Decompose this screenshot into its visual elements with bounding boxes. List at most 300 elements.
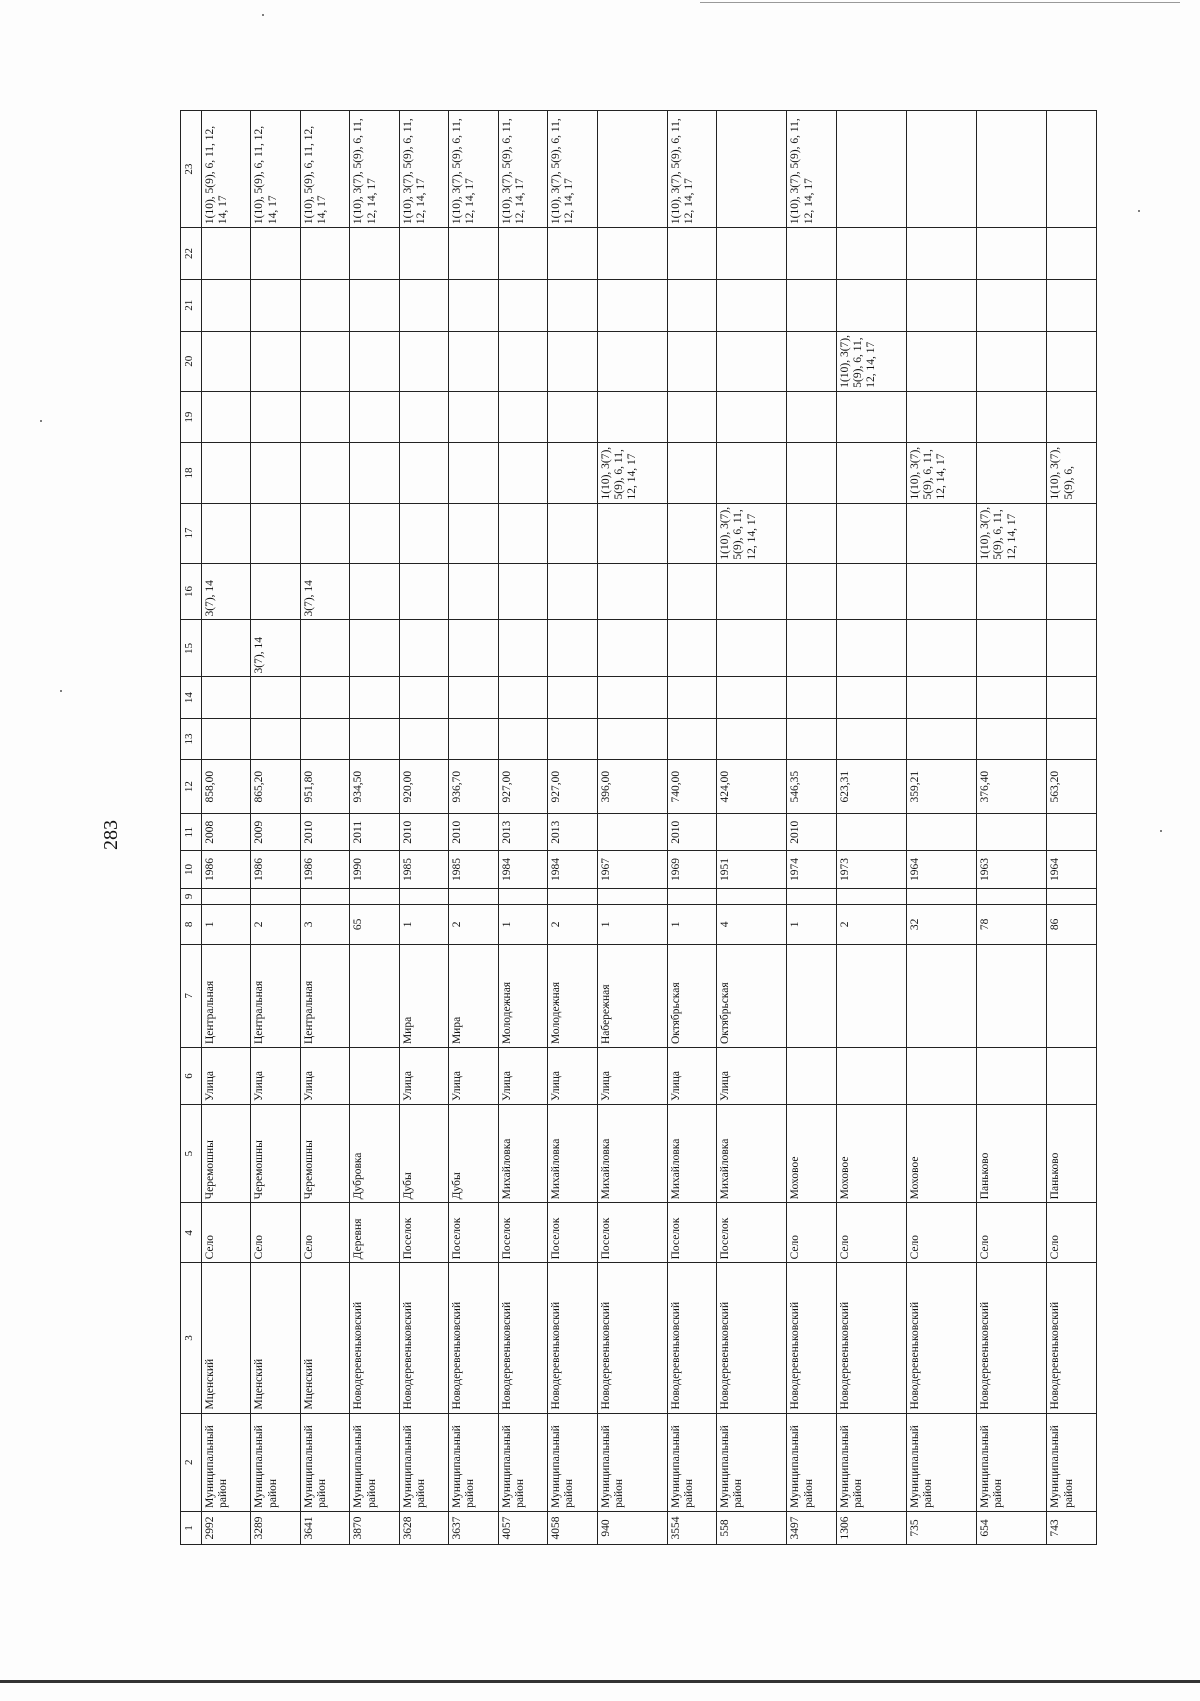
table-row xyxy=(667,111,716,1545)
scan-speck xyxy=(40,420,42,422)
table-cell: 1(10), 3(7), 5(9), 6, 11, 12, 14, 17 xyxy=(350,111,399,228)
table-cell xyxy=(1047,677,1097,718)
table-cell: 376,40 xyxy=(977,760,1047,814)
table-cell: 1(10), 3(7), 5(9), 6, 11, 12, 14, 17 xyxy=(548,111,597,228)
table-cell xyxy=(350,563,399,620)
table-cell xyxy=(350,888,399,905)
table-cell: Черемошны xyxy=(300,1104,349,1202)
table-cell xyxy=(597,331,667,391)
table-cell xyxy=(202,391,251,443)
table-cell: 735 xyxy=(907,1511,977,1544)
table-cell xyxy=(1047,944,1097,1048)
column-header: 22 xyxy=(181,228,202,280)
table-cell xyxy=(977,228,1047,280)
table-cell: Муниципальный район xyxy=(597,1413,667,1511)
table-cell xyxy=(667,718,716,759)
table-cell xyxy=(597,279,667,331)
table-cell xyxy=(300,279,349,331)
table-cell: Муниципальный район xyxy=(300,1413,349,1511)
table-cell xyxy=(350,228,399,280)
table-cell xyxy=(350,503,399,563)
table-cell: 1973 xyxy=(836,851,906,888)
table-cell: Поселок xyxy=(399,1203,448,1263)
table-cell xyxy=(717,443,787,503)
table-cell xyxy=(667,279,716,331)
table-cell xyxy=(548,620,597,677)
table-cell xyxy=(498,888,547,905)
table-cell: 359,21 xyxy=(907,760,977,814)
table-cell: 1(10), 5(9), 6, 11, 12, 14, 17 xyxy=(300,111,349,228)
table-cell: Муниципальный район xyxy=(548,1413,597,1511)
table-cell: Новодеревеньковский xyxy=(667,1263,716,1413)
table-cell xyxy=(350,620,399,677)
table-cell xyxy=(449,331,498,391)
table-cell: 3289 xyxy=(251,1511,300,1544)
table-cell xyxy=(787,503,836,563)
table-cell xyxy=(787,888,836,905)
table-cell: Поселок xyxy=(498,1203,547,1263)
table-cell xyxy=(300,503,349,563)
table-cell xyxy=(202,279,251,331)
table-cell xyxy=(907,228,977,280)
table-cell: 2010 xyxy=(300,814,349,851)
table-cell xyxy=(717,331,787,391)
table-cell: 1 xyxy=(202,905,251,944)
table-cell xyxy=(597,111,667,228)
table-cell: 78 xyxy=(977,905,1047,944)
data-table xyxy=(180,110,1097,1545)
table-cell xyxy=(1047,1048,1097,1105)
table-cell: 1974 xyxy=(787,851,836,888)
table-cell: Октябрьская xyxy=(717,944,787,1048)
table-cell: Село xyxy=(202,1203,251,1263)
column-header: 17 xyxy=(181,503,202,563)
table-cell: 654 xyxy=(977,1511,1047,1544)
table-cell: 920,00 xyxy=(399,760,448,814)
scan-speck xyxy=(1138,210,1140,212)
table-cell: Центральная xyxy=(300,944,349,1048)
table-cell xyxy=(787,677,836,718)
table-row xyxy=(597,111,667,1545)
column-header: 21 xyxy=(181,279,202,331)
table-cell: 558 xyxy=(717,1511,787,1544)
table-cell: Новодеревеньковский xyxy=(836,1263,906,1413)
table-cell xyxy=(597,814,667,851)
table-cell xyxy=(667,443,716,503)
table-cell xyxy=(498,391,547,443)
table-cell xyxy=(300,718,349,759)
table-cell xyxy=(300,888,349,905)
table-cell: Улица xyxy=(449,1048,498,1105)
table-cell: 1(10), 3(7), 5(9), 6, 11, 12, 14, 17 xyxy=(977,503,1047,563)
table-cell xyxy=(251,718,300,759)
table-cell xyxy=(667,620,716,677)
table-cell: 2010 xyxy=(667,814,716,851)
table-cell: 1(10), 3(7), 5(9), 6, 11, 12, 14, 17 xyxy=(717,503,787,563)
table-cell: 934,50 xyxy=(350,760,399,814)
table-cell: Новодеревеньковский xyxy=(597,1263,667,1413)
table-cell xyxy=(977,331,1047,391)
table-cell: Михайловка xyxy=(548,1104,597,1202)
table-cell xyxy=(667,331,716,391)
table-cell: Моховое xyxy=(787,1104,836,1202)
table-cell xyxy=(907,503,977,563)
table-cell: 3637 xyxy=(449,1511,498,1544)
table-cell xyxy=(907,331,977,391)
table-cell xyxy=(548,391,597,443)
table-cell xyxy=(597,677,667,718)
table-cell: Муниципальный район xyxy=(907,1413,977,1511)
table-cell xyxy=(498,563,547,620)
table-row xyxy=(787,111,836,1545)
table-cell xyxy=(836,111,906,228)
table-cell xyxy=(202,503,251,563)
table-cell xyxy=(597,888,667,905)
table-cell xyxy=(300,228,349,280)
column-header: 8 xyxy=(181,905,202,944)
table-cell: Дубровка xyxy=(350,1104,399,1202)
table-cell: 1(10), 3(7), 5(9), 6, 11, 12, 14, 17 xyxy=(667,111,716,228)
table-cell xyxy=(977,718,1047,759)
table-cell: 2010 xyxy=(399,814,448,851)
table-cell: Дубы xyxy=(449,1104,498,1202)
column-header: 6 xyxy=(181,1048,202,1105)
table-cell xyxy=(977,814,1047,851)
table-cell: 3497 xyxy=(787,1511,836,1544)
table-cell xyxy=(787,443,836,503)
table-cell xyxy=(399,503,448,563)
table-cell: Михайловка xyxy=(667,1104,716,1202)
table-cell xyxy=(399,279,448,331)
table-cell xyxy=(787,620,836,677)
table-cell xyxy=(350,1048,399,1105)
table-cell xyxy=(977,391,1047,443)
table-cell xyxy=(251,888,300,905)
table-cell: 1(10), 3(7), 5(9), 6, 11, 12, 14, 17 xyxy=(498,111,547,228)
table-cell: Улица xyxy=(548,1048,597,1105)
table-cell xyxy=(1047,718,1097,759)
table-cell: Центральная xyxy=(251,944,300,1048)
table-row xyxy=(498,111,547,1545)
table-cell: Улица xyxy=(597,1048,667,1105)
scan-speck xyxy=(262,14,264,16)
table-cell: Новодеревеньковский xyxy=(717,1263,787,1413)
table-cell xyxy=(449,563,498,620)
table-cell xyxy=(667,503,716,563)
table-cell xyxy=(300,677,349,718)
table-cell xyxy=(597,391,667,443)
table-cell xyxy=(1047,814,1097,851)
table-cell: Октябрьская xyxy=(667,944,716,1048)
column-header: 18 xyxy=(181,443,202,503)
table-cell xyxy=(350,443,399,503)
table-cell: Муниципальный район xyxy=(399,1413,448,1511)
column-header: 9 xyxy=(181,888,202,905)
table-cell: Улица xyxy=(498,1048,547,1105)
table-cell: Муниципальный район xyxy=(449,1413,498,1511)
table-cell: 2 xyxy=(836,905,906,944)
table-cell: Новодеревеньковский xyxy=(449,1263,498,1413)
table-cell xyxy=(836,563,906,620)
table-cell xyxy=(399,228,448,280)
table-cell: Новодеревеньковский xyxy=(1047,1263,1097,1413)
table-cell xyxy=(836,391,906,443)
table-cell xyxy=(597,228,667,280)
table-cell xyxy=(907,718,977,759)
table-cell: 1(10), 3(7), 5(9), 6, xyxy=(1047,443,1097,503)
table-cell: Мира xyxy=(399,944,448,1048)
table-row xyxy=(836,111,906,1545)
table-cell xyxy=(836,620,906,677)
table-cell xyxy=(836,228,906,280)
table-cell xyxy=(836,677,906,718)
table-cell: 2013 xyxy=(548,814,597,851)
table-cell xyxy=(350,331,399,391)
table-cell xyxy=(667,391,716,443)
table-cell xyxy=(548,443,597,503)
table-cell: Поселок xyxy=(717,1203,787,1263)
table-cell xyxy=(787,391,836,443)
table-cell: Деревня xyxy=(350,1203,399,1263)
table-cell: Молодежная xyxy=(548,944,597,1048)
table-cell: 1 xyxy=(667,905,716,944)
table-cell: 2992 xyxy=(202,1511,251,1544)
table-cell: Набережная xyxy=(597,944,667,1048)
table-cell: Муниципальный район xyxy=(1047,1413,1097,1511)
table-cell: 1(10), 3(7), 5(9), 6, 11, 12, 14, 17 xyxy=(787,111,836,228)
table-cell xyxy=(1047,620,1097,677)
table-cell xyxy=(836,718,906,759)
column-header: 3 xyxy=(181,1263,202,1413)
table-cell: Село xyxy=(251,1203,300,1263)
table-cell xyxy=(399,888,448,905)
table-row xyxy=(399,111,448,1545)
table-cell: 1990 xyxy=(350,851,399,888)
table-cell: 1967 xyxy=(597,851,667,888)
table-cell: Село xyxy=(907,1203,977,1263)
table-row xyxy=(907,111,977,1545)
table-cell: 1964 xyxy=(907,851,977,888)
column-header: 19 xyxy=(181,391,202,443)
table-cell: Мценский xyxy=(251,1263,300,1413)
table-cell xyxy=(836,888,906,905)
table-cell: Улица xyxy=(717,1048,787,1105)
table-cell xyxy=(449,279,498,331)
table-cell: 1(10), 5(9), 6, 11, 12, 14, 17 xyxy=(251,111,300,228)
table-cell: Муниципальный район xyxy=(787,1413,836,1511)
table-cell: Мценский xyxy=(202,1263,251,1413)
table-cell: Мира xyxy=(449,944,498,1048)
table-cell: 2011 xyxy=(350,814,399,851)
table-cell xyxy=(717,279,787,331)
table-cell xyxy=(836,1048,906,1105)
table-cell xyxy=(399,718,448,759)
column-header: 12 xyxy=(181,760,202,814)
table-cell xyxy=(907,620,977,677)
table-cell xyxy=(498,718,547,759)
rotated-table-wrapper xyxy=(180,110,1097,1545)
column-header: 13 xyxy=(181,718,202,759)
table-cell: 858,00 xyxy=(202,760,251,814)
table-cell: 2013 xyxy=(498,814,547,851)
table-cell xyxy=(597,563,667,620)
table-cell xyxy=(787,331,836,391)
table-cell xyxy=(907,111,977,228)
scan-top-rule xyxy=(700,2,1180,3)
table-cell: Улица xyxy=(251,1048,300,1105)
table-cell: 940 xyxy=(597,1511,667,1544)
table-cell: 3 xyxy=(300,905,349,944)
table-cell xyxy=(667,677,716,718)
table-cell: 32 xyxy=(907,905,977,944)
table-cell xyxy=(977,888,1047,905)
table-cell xyxy=(787,279,836,331)
table-cell xyxy=(548,718,597,759)
table-cell xyxy=(251,279,300,331)
column-header: 5 xyxy=(181,1104,202,1202)
table-cell: 4058 xyxy=(548,1511,597,1544)
table-cell: Муниципальный район xyxy=(977,1413,1047,1511)
table-cell: Черемошны xyxy=(202,1104,251,1202)
table-cell: 4 xyxy=(717,905,787,944)
table-cell: 86 xyxy=(1047,905,1097,944)
table-cell xyxy=(667,888,716,905)
table-cell xyxy=(597,620,667,677)
table-cell: Михайловка xyxy=(498,1104,547,1202)
table-cell: 2009 xyxy=(251,814,300,851)
table-cell xyxy=(717,677,787,718)
table-cell xyxy=(202,677,251,718)
table-cell: Село xyxy=(836,1203,906,1263)
table-cell: 740,00 xyxy=(667,760,716,814)
table-row xyxy=(1047,111,1097,1545)
table-cell xyxy=(1047,228,1097,280)
table-cell xyxy=(399,677,448,718)
table-cell: Новодеревеньковский xyxy=(907,1263,977,1413)
table-cell xyxy=(787,228,836,280)
table-cell xyxy=(300,331,349,391)
table-cell xyxy=(202,718,251,759)
table-cell: 1986 xyxy=(251,851,300,888)
table-cell xyxy=(1047,888,1097,905)
table-cell xyxy=(667,228,716,280)
column-header: 14 xyxy=(181,677,202,718)
table-cell xyxy=(717,814,787,851)
table-cell xyxy=(449,718,498,759)
table-cell xyxy=(251,677,300,718)
table-row xyxy=(350,111,399,1545)
table-cell xyxy=(202,228,251,280)
table-row xyxy=(300,111,349,1545)
table-cell xyxy=(836,503,906,563)
table-cell: 1986 xyxy=(300,851,349,888)
table-cell: 3870 xyxy=(350,1511,399,1544)
table-cell: Улица xyxy=(202,1048,251,1105)
table-cell: 927,00 xyxy=(498,760,547,814)
table-cell xyxy=(548,503,597,563)
table-cell xyxy=(498,228,547,280)
table-cell xyxy=(498,443,547,503)
table-cell: 2008 xyxy=(202,814,251,851)
table-cell: 2010 xyxy=(787,814,836,851)
column-header: 7 xyxy=(181,944,202,1048)
table-cell xyxy=(548,228,597,280)
table-cell: 927,00 xyxy=(548,760,597,814)
table-cell: 1985 xyxy=(399,851,448,888)
table-cell xyxy=(498,279,547,331)
table-cell: Моховое xyxy=(907,1104,977,1202)
table-header-row xyxy=(181,111,202,1545)
table-cell xyxy=(717,391,787,443)
table-cell: 396,00 xyxy=(597,760,667,814)
table-cell: Поселок xyxy=(667,1203,716,1263)
table-cell: Поселок xyxy=(597,1203,667,1263)
column-header: 4 xyxy=(181,1203,202,1263)
table-cell: Черемошны xyxy=(251,1104,300,1202)
table-cell: 1 xyxy=(787,905,836,944)
table-cell: 2 xyxy=(251,905,300,944)
table-cell xyxy=(350,718,399,759)
table-cell: Центральная xyxy=(202,944,251,1048)
table-cell xyxy=(350,677,399,718)
table-cell xyxy=(977,677,1047,718)
table-cell: 3641 xyxy=(300,1511,349,1544)
column-header: 10 xyxy=(181,851,202,888)
table-cell: Мценский xyxy=(300,1263,349,1413)
table-cell xyxy=(548,563,597,620)
table-row xyxy=(977,111,1047,1545)
table-cell xyxy=(300,620,349,677)
table-cell: 1 xyxy=(597,905,667,944)
column-header: 16 xyxy=(181,563,202,620)
table-cell: Село xyxy=(977,1203,1047,1263)
table-cell xyxy=(787,563,836,620)
table-cell: 1(10), 5(9), 6, 11, 12, 14, 17 xyxy=(202,111,251,228)
table-cell: Муниципальный район xyxy=(717,1413,787,1511)
table-cell: 1986 xyxy=(202,851,251,888)
table-row xyxy=(251,111,300,1545)
table-cell xyxy=(449,503,498,563)
table-cell xyxy=(717,563,787,620)
table-cell xyxy=(717,888,787,905)
table-cell xyxy=(251,228,300,280)
table-cell: Село xyxy=(787,1203,836,1263)
table-cell xyxy=(449,620,498,677)
table-row xyxy=(548,111,597,1545)
table-cell: Моховое xyxy=(836,1104,906,1202)
table-cell xyxy=(836,814,906,851)
table-cell: Молодежная xyxy=(498,944,547,1048)
table-cell xyxy=(449,888,498,905)
table-cell: 623,31 xyxy=(836,760,906,814)
table-cell xyxy=(977,443,1047,503)
table-cell: 3(7), 14 xyxy=(202,563,251,620)
table-cell xyxy=(449,228,498,280)
table-cell: Улица xyxy=(667,1048,716,1105)
table-cell: Новодеревеньковский xyxy=(350,1263,399,1413)
table-cell xyxy=(717,620,787,677)
table-cell xyxy=(498,677,547,718)
table-cell xyxy=(787,1048,836,1105)
table-cell: 1(10), 3(7), 5(9), 6, 11, 12, 14, 17 xyxy=(836,331,906,391)
table-cell xyxy=(597,503,667,563)
table-cell: Паньково xyxy=(977,1104,1047,1202)
table-cell: 936,70 xyxy=(449,760,498,814)
table-cell xyxy=(907,279,977,331)
table-cell xyxy=(977,620,1047,677)
table-cell: 2010 xyxy=(449,814,498,851)
table-cell xyxy=(1047,391,1097,443)
